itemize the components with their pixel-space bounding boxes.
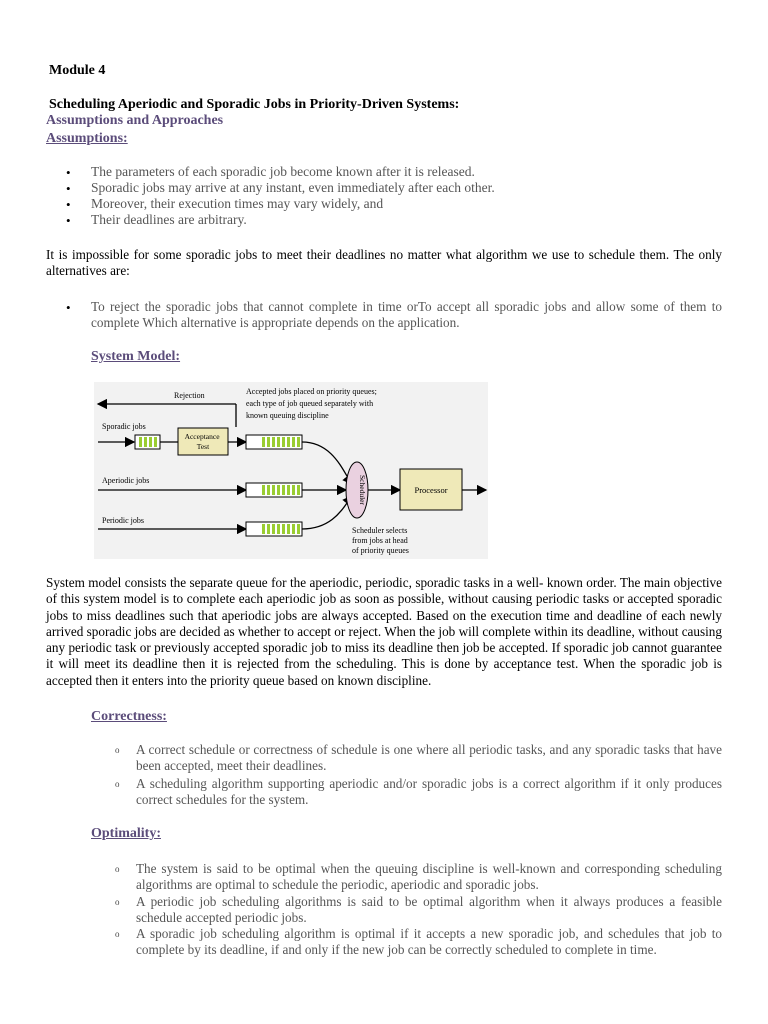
system-model-heading: System Model: — [91, 349, 181, 364]
circle-bullet-icon: o — [115, 864, 120, 874]
periodic-priority-queue — [246, 522, 302, 536]
processor-label: Processor — [414, 485, 448, 495]
list-item: Moreover, their execution times may vary widely, and — [91, 196, 384, 211]
periodic-label: Periodic jobs — [102, 516, 144, 525]
bullet-icon: • — [66, 213, 71, 228]
acceptance-test-label: Acceptance Test — [184, 432, 220, 451]
section-heading: Assumptions and Approaches — [46, 113, 224, 128]
sporadic-input-queue — [135, 435, 160, 449]
circle-bullet-icon: o — [115, 745, 120, 755]
assumptions-heading: Assumptions: — [46, 131, 128, 146]
correctness-heading: Correctness: — [91, 709, 167, 724]
list-item: The parameters of each sporadic job become known after it is released. — [91, 164, 475, 179]
scheduler-label: Scheduler — [358, 475, 367, 505]
bullet-icon: • — [66, 181, 71, 196]
sporadic-label: Sporadic jobs — [102, 422, 146, 431]
aperiodic-priority-queue — [246, 483, 302, 497]
list-item: Their deadlines are arbitrary. — [91, 212, 247, 227]
system-model-paragraph: System model consists the separate queue for the aperiodic, periodic, sporadic tasks in a well- known order. The main objective of this system model is to complete each aperiodic job as soon as possible, without causing periodic tasks or accepted sporadic jobs to miss deadlines such that aperiodic jobs are always accepted. Based on the execution time and deadline of each newly arrived sporadic jobs are decided as whether to accept or reject. When the job will complete within its deadline, without causing any periodic task or previously accepted sporadic job to miss its deadline then job be accepted. If sporadic job cannot guarantee it will meet its deadline then it is rejected from the scheduling. This is done by acceptance test. When the sporadic job is accepted then it enters into the priority queue based on known discipline. — [46, 575, 722, 688]
circle-bullet-icon: o — [115, 929, 120, 939]
sporadic-priority-queue — [246, 435, 302, 449]
aperiodic-label: Aperiodic jobs — [102, 476, 150, 485]
list-item: A scheduling algorithm supporting aperiodic and/or sporadic jobs is a correct algorithm if it only produces correct schedules for the system. — [136, 776, 722, 808]
page-title: Scheduling Aperiodic and Sporadic Jobs in Priority-Driven Systems: — [49, 97, 460, 112]
circle-bullet-icon: o — [115, 897, 120, 907]
bullet-icon: • — [66, 197, 71, 212]
list-item: Sporadic jobs may arrive at any instant, even immediately after each other. — [91, 180, 495, 195]
module-label: Module 4 — [49, 63, 106, 78]
accepted-note: Accepted jobs placed on priority queues; each type of job queued separately with known queuing discipline — [246, 387, 377, 420]
list-item: A correct schedule or correctness of schedule is one where all periodic tasks, and any sporadic tasks that have been accepted, meet their deadlines. — [136, 742, 722, 774]
optimality-heading: Optimality: — [91, 826, 161, 841]
list-item: A periodic job scheduling algorithms is said to be optimal algorithm when it always produces a feasible schedule accepted periodic jobs. — [136, 894, 722, 926]
alternatives-item: To reject the sporadic jobs that cannot complete in time orTo accept all sporadic jobs and allow some of them to complete Which alternative is appropriate depends on the application. — [91, 299, 722, 331]
scheduler-caption: Scheduler selects from jobs at head of priority queues — [352, 526, 409, 555]
list-item: A sporadic job scheduling algorithm is optimal if it accepts a new sporadic job, and schedules that job to complete by its deadline, if and only if the new job can be correctly scheduled to complete in time. — [136, 926, 722, 958]
circle-bullet-icon: o — [115, 779, 120, 789]
rejection-label: Rejection — [174, 391, 205, 400]
intro-paragraph: It is impossible for some sporadic jobs to meet their deadlines no matter what algorithm we use to schedule them. The only alternatives are: — [46, 247, 722, 279]
list-item: The system is said to be optimal when the queuing discipline is well-known and corresponding scheduling algorithms are optimal to schedule the periodic, aperiodic and sporadic jobs. — [136, 861, 722, 893]
system-model-diagram — [94, 382, 488, 559]
bullet-icon: • — [66, 165, 71, 180]
bullet-icon: • — [66, 300, 71, 315]
